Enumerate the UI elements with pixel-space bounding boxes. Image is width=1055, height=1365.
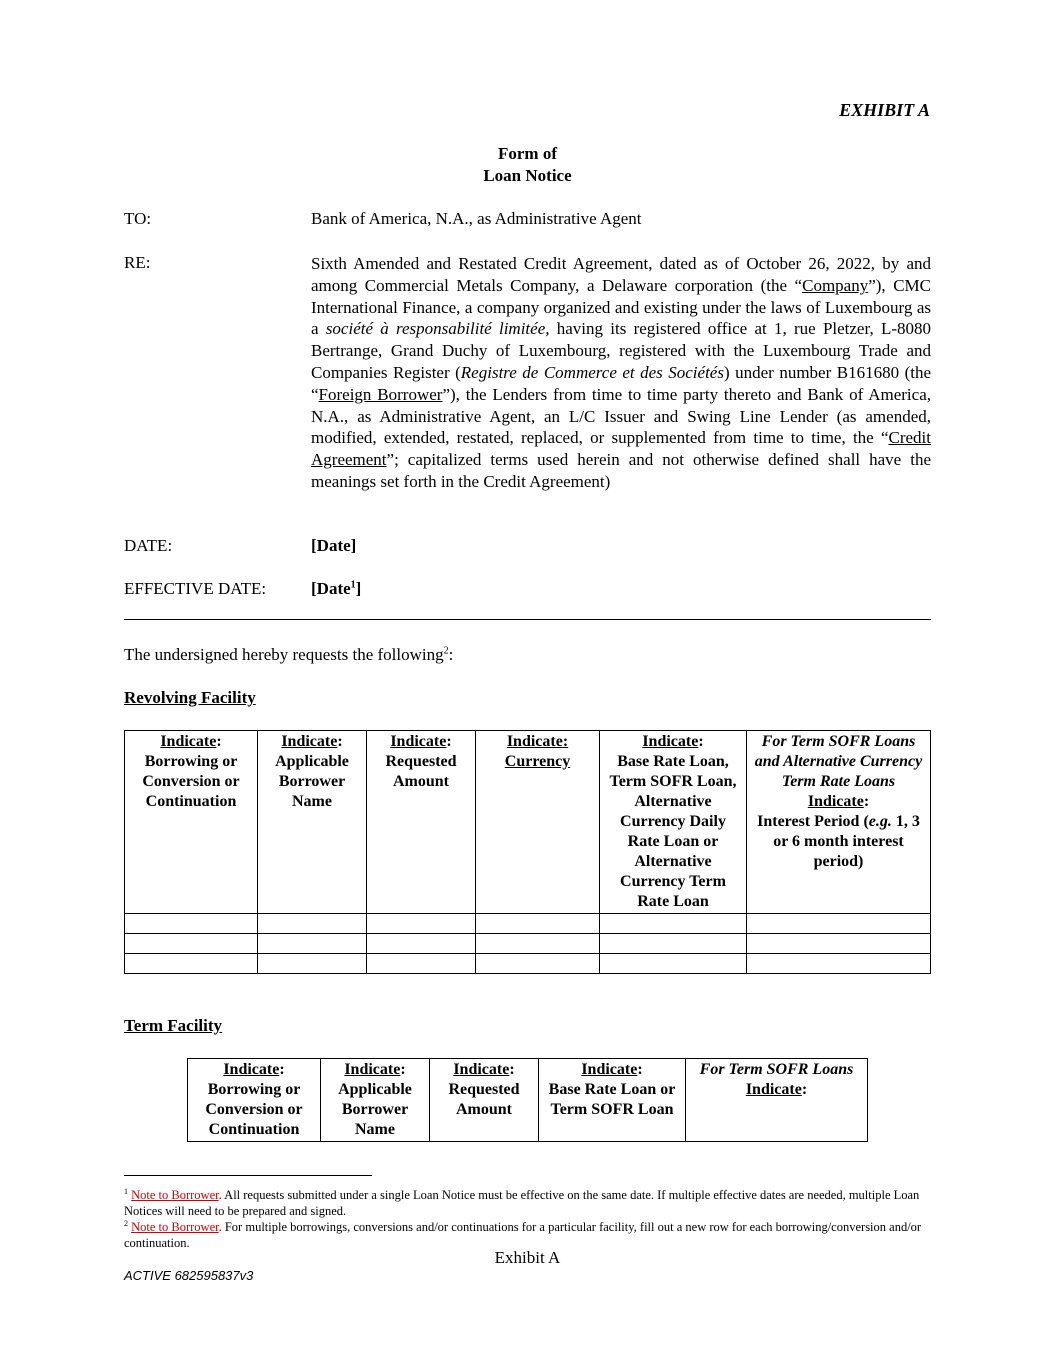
divider bbox=[124, 619, 931, 620]
col-requested-amount: Indicate: Requested Amount bbox=[430, 1059, 539, 1142]
col-interest-period: For Term SOFR Loans and Alternative Currency Term Rate Loans Indicate: Interest Period (e.g. 1, 3 or 6 month interest period) bbox=[747, 731, 931, 914]
footnote-2: $^2$ Note to Borrower. For multiple borrowings, conversions and/or continuations for a particular facility, fill out a new row for each borrowing/conversion and/or continuation. bbox=[124, 1219, 922, 1251]
col-loan-type: Indicate: Base Rate Loan or Term SOFR Loan bbox=[539, 1059, 686, 1142]
footnote-ref-1: 1 bbox=[350, 579, 356, 591]
footnote-divider bbox=[124, 1175, 372, 1176]
term-facility-heading: Term Facility bbox=[124, 1016, 223, 1035]
table-row bbox=[125, 934, 931, 954]
revolving-facility-table bbox=[124, 730, 931, 974]
re-paragraph: Sixth Amended and Restated Credit Agreement, dated as of October 26, 2022, by and among Commercial Metals Company, a Delaware corporation (the “Company”), CMC International Finance, a company organized and existing under the laws of Luxembourg as a société à responsabilité limitée, having its registered office at 1, rue Pletzer, L-8080 Bertrange, Grand Duchy of Luxembourg, registered with the Luxembourg Trade and Companies Register (Registre de Commerce et des Sociétés) under number B161680 (the “Foreign Borrower”), the Lenders from time to time party thereto and Bank of America, N.A., as Administrative Agent, an L/C Issuer and Swing Line Lender (as amended, modified, extended, restated, replaced, or supplemented from time to time, the “Credit Agreement”; capitalized terms used herein and not otherwise defined shall have the meanings set forth in the Credit Agreement) bbox=[311, 254, 932, 491]
defined-term-company: Company bbox=[802, 275, 869, 295]
table-row bbox=[125, 914, 931, 934]
date-label: DATE: bbox=[124, 536, 173, 555]
form-title-line1: Form of bbox=[497, 144, 557, 163]
table-header-row bbox=[188, 1059, 868, 1142]
revolving-facility-heading: Revolving Facility bbox=[124, 688, 256, 707]
col-borrowing: Indicate: Borrowing or Conversion or Continuation bbox=[188, 1059, 321, 1142]
table-row bbox=[125, 954, 931, 974]
col-borrower-name: Indicate: Applicable Borrower Name bbox=[321, 1059, 430, 1142]
col-borrowing: Indicate: Borrowing or Conversion or Continuation bbox=[125, 731, 258, 914]
page-footer: Exhibit A bbox=[494, 1248, 561, 1267]
col-interest-period: For Term SOFR Loans Indicate: bbox=[686, 1059, 868, 1142]
document-id: ACTIVE 682595837v3 bbox=[124, 1268, 254, 1283]
request-text: The undersigned hereby requests the following$^2$: bbox=[124, 645, 454, 664]
to-label: TO: bbox=[124, 209, 152, 228]
to-value: Bank of America, N.A., as Administrative Agent bbox=[311, 209, 642, 228]
col-requested-amount: Indicate: Requested Amount bbox=[367, 731, 476, 914]
col-borrower-name: Indicate: Applicable Borrower Name bbox=[258, 731, 367, 914]
footnote-ref-2: 2 bbox=[443, 645, 449, 657]
exhibit-label: EXHIBIT A bbox=[839, 100, 930, 120]
defined-term-credit-agreement: Credit Agreement bbox=[311, 428, 931, 470]
effective-date-label: EFFECTIVE DATE: bbox=[124, 579, 267, 598]
form-title-line2: Loan Notice bbox=[483, 166, 572, 185]
col-loan-type: Indicate: Base Rate Loan, Term SOFR Loan, Alternative Currency Daily Rate Loan or Alternative Currency Term Rate Loan bbox=[600, 731, 747, 914]
date-value: [Date] bbox=[311, 536, 357, 555]
term-facility-table bbox=[187, 1058, 868, 1142]
table-header-row bbox=[125, 731, 931, 914]
re-label: RE: bbox=[124, 253, 151, 272]
defined-term-foreign-borrower: Foreign Borrower bbox=[318, 384, 443, 404]
effective-date-value: [Date$^1$] bbox=[311, 579, 362, 598]
footnote-1: $^1$ Note to Borrower. All requests submitted under a single Loan Notice must be effective on the same date. If multiple effective dates are needed, multiple Loan Notices will need to be prepared and signed. bbox=[124, 1187, 920, 1219]
col-currency: Indicate: Currency bbox=[476, 731, 600, 914]
